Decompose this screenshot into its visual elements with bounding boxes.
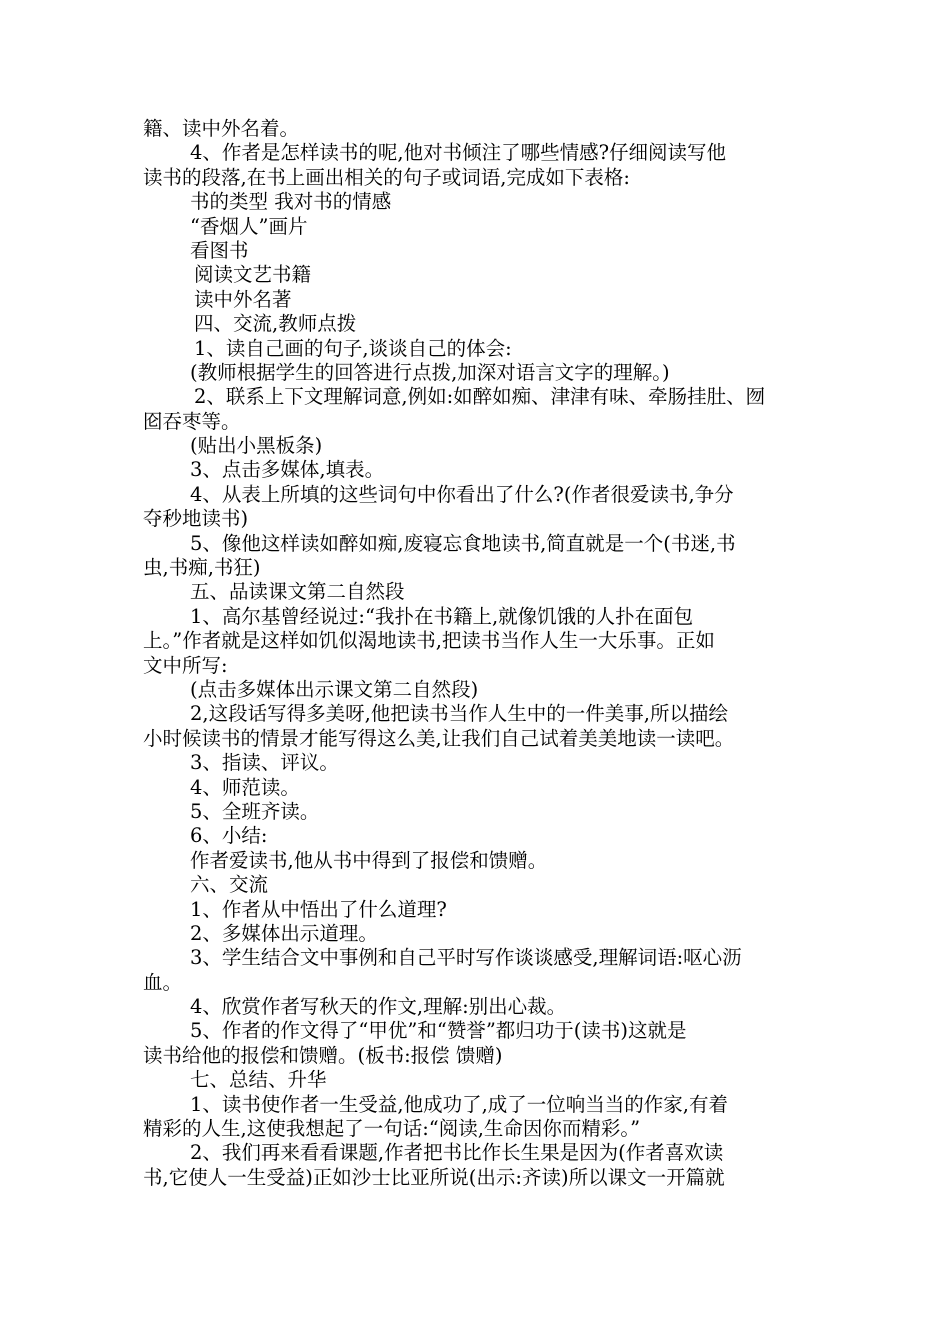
text-line: 读书的段落,在书上画出相关的句子或词语,完成如下表格: [143, 165, 630, 189]
text-line: (点击多媒体出示课文第二自然段) [190, 677, 479, 701]
document-body [143, 117, 811, 1190]
text-line: 阅读文艺书籍 [194, 263, 312, 287]
text-line: 读中外名著 [194, 287, 292, 311]
text-line: 2、我们再来看看课题,作者把书比作长生果是因为(作者喜欢读 [190, 1141, 724, 1165]
text-line: (贴出小黑板条) [190, 434, 323, 458]
text-line: 3、学生结合文中事例和自己平时写作谈谈感受,理解词语:呕心沥 [190, 946, 742, 970]
text-line: 虫,书痴,书狂) [143, 556, 261, 580]
text-line: 夺秒地读书) [143, 507, 249, 531]
text-line: 5、全班齐读。 [190, 799, 320, 823]
text-line: 5、作者的作文得了“甲优”和“赞誉”都归功于(读书)这就是 [190, 1019, 687, 1043]
text-line: 小时候读书的情景才能写得这么美,让我们自己试着美美地读一读吧。 [143, 726, 735, 750]
text-line: 精彩的人生,这使我想起了一句话:“阅读,生命因你而精彩。” [143, 1117, 641, 1141]
text-line: 上。”作者就是这样如饥似渴地读书,把读书当作人生一大乐事。正如 [143, 629, 715, 653]
text-line: 四、交流,教师点拨 [194, 312, 357, 336]
text-line: “香烟人”画片 [190, 214, 308, 238]
text-line: 3、指读、评议。 [190, 751, 339, 775]
text-line: 3、点击多媒体,填表。 [190, 458, 385, 482]
text-line: 1、读书使作者一生受益,他成功了,成了一位响当当的作家,有着 [190, 1092, 729, 1116]
text-line: 书的类型 我对书的情感 [190, 190, 392, 214]
text-line: (教师根据学生的回答进行点拨,加深对语言文字的理解。) [190, 360, 670, 384]
text-line: 4、从表上所填的这些词句中你看出了什么?(作者很爱读书,争分 [190, 482, 734, 506]
text-line: 籍、读中外名着。 [143, 117, 300, 140]
text-line: 六、交流 [190, 873, 269, 897]
text-line: 4、欣赏作者写秋天的作文,理解:别出心裁。 [190, 995, 567, 1019]
text-line: 2、联系上下文理解词意,例如:如醉如痴、津津有味、牵肠挂肚、囫 [194, 385, 766, 409]
text-line: 5、像他这样读如醉如痴,废寝忘食地读书,简直就是一个(书迷,书 [190, 531, 736, 555]
text-line: 血。 [143, 970, 183, 994]
text-line: 2、多媒体出示道理。 [190, 921, 378, 945]
text-line: 文中所写: [143, 653, 228, 677]
text-line: 作者爱读书,他从书中得到了报偿和馈赠。 [190, 848, 548, 872]
text-line: 4、作者是怎样读书的呢,他对书倾注了哪些情感?仔细阅读写他 [190, 141, 727, 165]
text-line: 七、总结、升华 [190, 1068, 327, 1092]
text-line: 1、高尔基曾经说过:“我扑在书籍上,就像饥饿的人扑在面包 [190, 604, 694, 628]
text-line: 4、师范读。 [190, 775, 300, 799]
text-line: 看图书 [190, 238, 249, 262]
text-line: 书,它使人一生受益)正如沙士比亚所说(出示:齐读)所以课文一开篇就 [143, 1165, 725, 1189]
text-line: 6、小结: [190, 824, 268, 848]
text-line: 1、读自己画的句子,谈谈自己的体会: [194, 336, 512, 360]
text-line: 囵吞枣等。 [143, 409, 241, 433]
text-line: 读书给他的报偿和馈赠。(板书:报偿 馈赠) [143, 1043, 503, 1067]
text-line: 五、品读课文第二自然段 [190, 580, 405, 604]
text-line: 1、作者从中悟出了什么道理? [190, 897, 447, 921]
text-line: 2,这段话写得多美呀,他把读书当作人生中的一件美事,所以描绘 [190, 702, 729, 726]
